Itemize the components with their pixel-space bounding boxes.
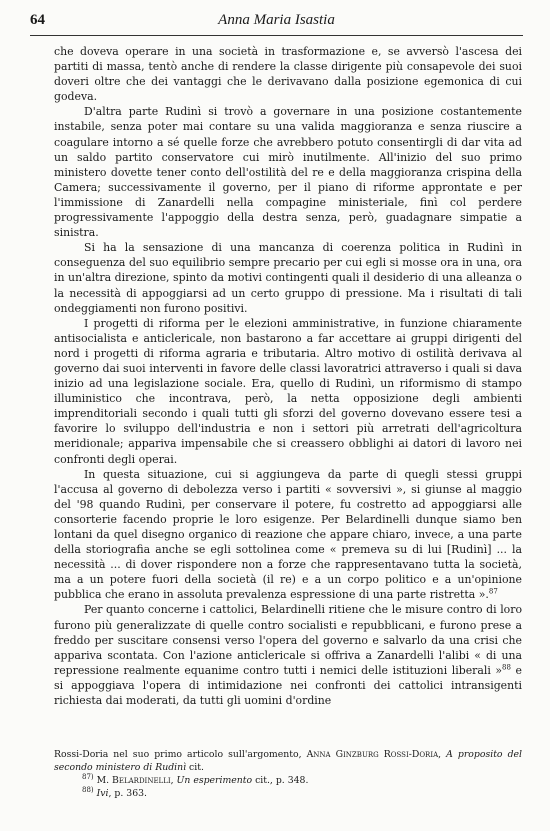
footnote xyxy=(54,774,522,787)
paragraph xyxy=(54,316,522,467)
footnote xyxy=(54,748,522,774)
text-run: , p. 363. xyxy=(108,788,147,799)
footnote-marker: 88 xyxy=(502,663,511,672)
text-run: I progetti di riforma per le elezioni amministrative, in funzione chiaramente antisocialista e anticlericale, non bastarono a far accettare ai gruppi dirigenti del nord i progetti di riforma agraria e tributaria. Altro motivo di ostilità derivava al governo dai suoi interventi in favore delle classi lavoratrici attraverso i quali si dava inizio ad una legislazione sociale. Era, quello di Rudinì, un riformismo di stampo illuministico che incontrava, però, la netta opposizione degli ambienti imprenditoriali secondo i quali tutti gli sforzi del governo dovevano essere tesi a favorire lo sviluppo dell'industria e non i settori più arretrati dell'agricoltura meridionale; appariva impensabile che si creassero obblighi ai datori di lavoro nei confronti degli operai. xyxy=(54,316,522,466)
text-run: Rossi-Doria nel suo primo articolo sull'argomento, xyxy=(54,749,307,760)
italic-title: Un esperimento xyxy=(176,775,253,786)
italic-title: Ivi xyxy=(96,788,109,799)
footnote-marker: 87 xyxy=(488,587,498,596)
author-name: Belardinelli xyxy=(112,775,171,786)
footnotes xyxy=(54,748,522,800)
text-run: Si ha la sensazione di una mancanza di coerenza politica in Rudinì in conseguenza del suo equilibrio sempre precario per cui egli si mosse ora in una, ora in un'altra direzione, spinto da motivi contingenti quali il desiderio di una alleanza o la necessità di appoggiarsi ad un certo gruppo di pressione. Ma i risultati di tali ondeggiamenti non furono positivi. xyxy=(54,241,522,315)
text-run: cit., p. 348. xyxy=(252,775,309,786)
paragraph xyxy=(54,467,522,603)
text-run: Per quanto concerne i cattolici, Belardinelli ritiene che le misure contro di loro furono più generalizzate di quelle contro socialisti e repubblicani, e furono prese a freddo per suscitare consensi verso l'opera del governo e salvarlo da una crisi che appariva scontata. Con l'azione anticlericale si offriva a Zanardelli l'alibi « di una repressione realmente equanime contro tutti i nemici delle istituzioni liberali » xyxy=(54,603,522,677)
page-header xyxy=(30,12,523,34)
text-run: M. xyxy=(93,775,113,786)
footnote-marker: 88) xyxy=(82,785,94,794)
text-run: D'altra parte Rudinì si trovò a governare in una posizione costantemente instabile, senza poter mai contare su una valida maggioranza e senza riuscire a coagulare intorno a sé quelle forze che avrebbero potuto consentirgli di dar vita ad un saldo partito conservatore cui mirò inutilmente. All'inizio del suo primo ministero dovette tener conto dell'ostilità del re e della maggioranza crispina della Camera; successivamente il governo, per il piano di riforme approntate e per l'immissione di Zanardelli nella compagine ministeriale, finì col perdere progressivamente l'appoggio della destra senza, però, guadagnare simpatie a sinistra. xyxy=(54,105,522,240)
paragraph xyxy=(54,240,522,315)
running-head: Anna Maria Isastia xyxy=(218,12,335,28)
paragraph xyxy=(54,104,522,240)
text-run: In questa situazione, cui si aggiungeva da parte di quegli stessi gruppi l'accusa al governo di debolezza verso i partiti « sovversivi », si giunse al maggio del '98 quando Rudinì, per conservare il potere, fu costretto ad appoggiarsi alle consorterie facendo proprie le loro esigenze. Per Belardinelli dunque siamo ben lontani da quel disegno organico di reazione che appare chiaro, invece, a una parte della storiografia anche se egli sottolinea come « premeva su di lui [Rudinì] ... la necessità ... di dover rispondere non a forze che rappresentavano tutta la società, ma a un potere fuori della società (il re) e a un corpo politico e a un'opinione pubblica che erano in assoluta prevalenza espressione di una parte ristretta ». xyxy=(54,467,522,602)
text-run: , xyxy=(170,775,177,786)
header-rule xyxy=(30,35,523,36)
text-run: , xyxy=(438,749,447,760)
body-text xyxy=(54,44,522,708)
footnote xyxy=(54,787,522,800)
italic-title: A proposito del secondo ministero di Rudinì xyxy=(54,749,522,773)
text-run: che doveva operare in una società in trasformazione e, se avversò l'ascesa dei partiti di massa, tentò anche di rendere la classe dirigente più consapevole dei suoi doveri oltre che dei vantaggi che le derivavano dalla posizione egemonica di cui godeva. xyxy=(54,45,522,104)
author-name: Anna Ginzburg Rossi-Doria xyxy=(306,749,439,760)
text-run: e si appoggiava l'opera di intimidazione nei confronti dei cattolici intransigenti richiesta dai moderati, da tutti gli uomini d'ordine xyxy=(54,663,522,708)
page-number: 64 xyxy=(30,12,45,28)
text-run: cit. xyxy=(186,762,204,773)
footnote-marker: 87) xyxy=(82,772,94,781)
paragraph xyxy=(54,44,522,104)
paragraph xyxy=(54,602,522,708)
